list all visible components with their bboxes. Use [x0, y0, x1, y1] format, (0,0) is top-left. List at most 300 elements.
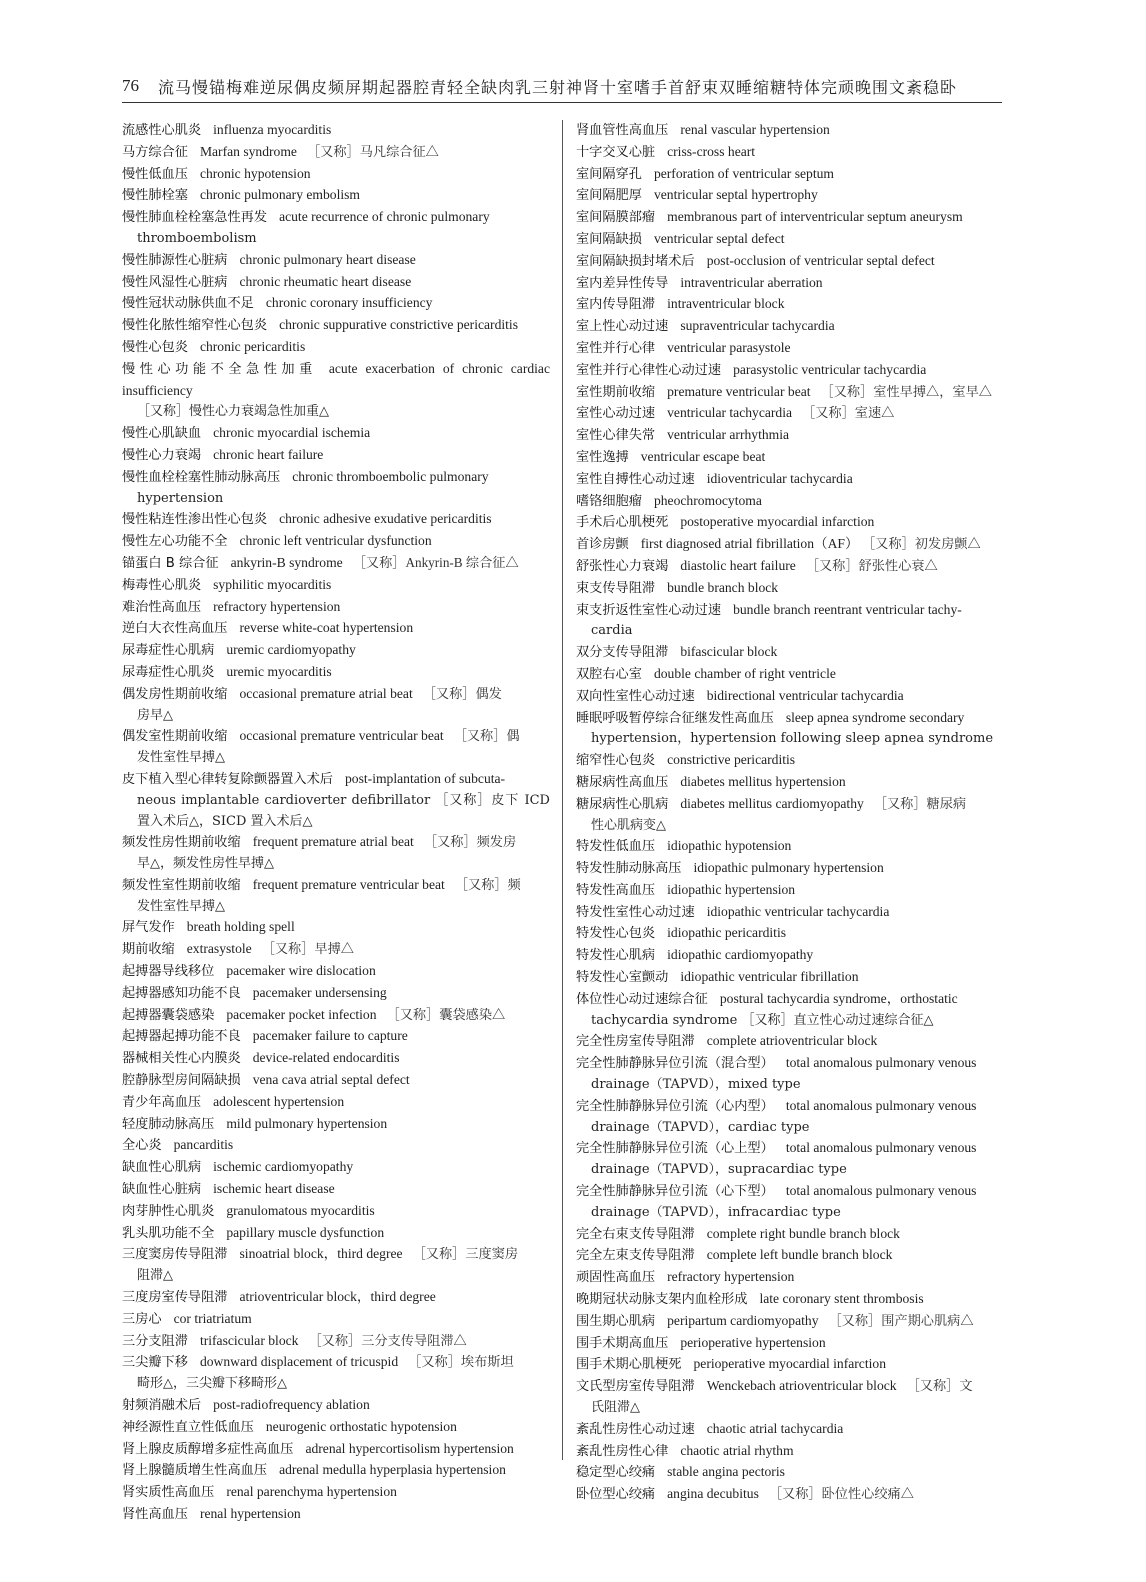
column-divider: [562, 120, 563, 1460]
glossary-entry: [576, 578, 1002, 600]
glossary-entry: [122, 1070, 550, 1092]
glossary-entry: [122, 207, 550, 250]
glossary-entry: [576, 880, 1002, 902]
english-term: peripartum cardiomyopathy: [667, 1312, 819, 1328]
english-term: complete left bundle branch block: [706, 1247, 893, 1263]
glossary-entry: [122, 1460, 550, 1482]
chinese-term: 室性期前收缩: [576, 384, 656, 400]
glossary-entry: [122, 359, 550, 423]
english-term: criss-cross heart: [667, 143, 756, 159]
glossary-entry: [122, 983, 550, 1005]
glossary-entry: [122, 1223, 550, 1245]
chinese-term: 肾上腺皮质醇增多症性高血压: [122, 1441, 294, 1457]
glossary-entry: [122, 1504, 550, 1526]
chinese-term: 手术后心肌梗死: [576, 515, 669, 531]
chinese-term: 缩窄性心包炎: [576, 753, 656, 769]
glossary-entry: [576, 1354, 1002, 1376]
glossary-entry: [576, 1441, 1002, 1463]
glossary-entry: [576, 382, 1002, 404]
glossary-entry: [576, 664, 1002, 686]
alias-term: ［又称］偶发: [422, 685, 502, 701]
english-term: ventricular arrhythmia: [667, 427, 790, 443]
alias-term: ［又称］早搏△: [261, 941, 354, 957]
english-term: ischemic cardiomyopathy: [213, 1159, 354, 1175]
alias-term: ［又称］三分支传导阻滞△: [308, 1332, 467, 1348]
english-term: cor triatriatum: [173, 1310, 252, 1326]
glossary-entry: [122, 315, 550, 337]
chinese-term: 全心炎: [122, 1138, 162, 1154]
chinese-term: 围手术期高血压: [576, 1335, 669, 1351]
entry-continuation: 房早△: [137, 707, 173, 723]
chinese-term: 乳头肌功能不全: [122, 1225, 215, 1241]
english-term: chronic pericarditis: [199, 338, 306, 354]
entry-continuation: ［又称］慢性心力衰竭急性加重△: [137, 404, 329, 420]
english-term: bidirectional ventricular tachycardia: [706, 687, 904, 703]
chinese-term: 晚期冠状动脉支架内血栓形成: [576, 1292, 748, 1308]
english-term: first diagnosed atrial fibrillation（AF）: [640, 536, 859, 552]
chinese-term: 完全性肺静脉异位引流（心内型）: [576, 1098, 774, 1114]
glossary-entry: [122, 1331, 550, 1353]
alias-term: ［又称］糖尿病: [873, 795, 967, 811]
glossary-entry: [576, 1138, 1002, 1181]
chinese-term: 紊乱性房性心动过速: [576, 1421, 695, 1437]
chinese-term: 特发性肺动脉高压: [576, 861, 682, 877]
glossary-entry: [576, 207, 1002, 229]
entry-continuation: 阻滞△: [137, 1268, 173, 1284]
english-term: membranous part of interventricular septum aneurysm: [667, 209, 963, 225]
english-term: idiopathic pulmonary hypertension: [693, 860, 884, 876]
glossary-entry: [576, 642, 1002, 664]
entry-continuation: tachycardia syndrome ［又称］直立性心动过速综合征△: [591, 1012, 934, 1028]
chinese-term: 慢性冠状动脉供血不足: [122, 296, 254, 312]
chinese-term: 完全左束支传导阻滞: [576, 1248, 695, 1264]
running-title: 流马慢锚梅难逆尿偶皮频屏期起器腔青轻全缺肉乳三射神肾十室嗜手首舒束双睡缩糖特体完顽晚围文紊稳卧: [158, 78, 958, 97]
chinese-term: 青少年高血压: [122, 1094, 202, 1110]
chinese-term: 轻度肺动脉高压: [122, 1116, 215, 1132]
glossary-entry: [122, 423, 550, 445]
chinese-term: 紊乱性房性心律: [576, 1443, 669, 1459]
alias-term: ［又称］舒张性心衰△: [805, 557, 938, 573]
english-term: total anomalous pulmonary venous: [785, 1140, 977, 1156]
glossary-entry: [576, 185, 1002, 207]
glossary-entry: [576, 164, 1002, 186]
entry-continuation: neous implantable cardioverter defibrillator ［又称］皮下 ICD 置入术后△，SICD 置入术后△: [137, 792, 550, 829]
english-term: chronic thromboembolic pulmonary: [292, 468, 489, 484]
english-term: frequent premature ventricular beat: [252, 876, 445, 892]
right-column: [576, 120, 1002, 1506]
english-term: sinoatrial block，third degree: [239, 1246, 403, 1262]
chinese-term: 体位性心动过速综合征: [576, 991, 708, 1007]
english-term: pheochromocytoma: [653, 492, 762, 508]
chinese-term: 室性逸搏: [576, 449, 629, 465]
chinese-term: 特发性心室颤动: [576, 970, 669, 986]
chinese-term: 慢性左心功能不全: [122, 534, 228, 550]
glossary-entry: [576, 836, 1002, 858]
glossary-entry: [122, 1482, 550, 1504]
english-term: stable angina pectoris: [667, 1464, 785, 1480]
chinese-term: 完全性肺静脉异位引流（心下型）: [576, 1184, 774, 1200]
chinese-term: 室性并行心律: [576, 340, 656, 356]
glossary-entry: [576, 512, 1002, 534]
glossary-entry: [576, 534, 1002, 556]
english-term: ankyrin-B syndrome: [230, 554, 343, 570]
chinese-term: 逆白大衣性高血压: [122, 621, 228, 637]
glossary-entry: [122, 164, 550, 186]
chinese-term: 皮下植入型心律转复除颤器置入术后: [122, 771, 333, 787]
entry-continuation: 氏阻滞△: [591, 1400, 640, 1416]
chinese-term: 慢性肺源性心脏病: [122, 252, 228, 268]
english-term: total anomalous pulmonary venous: [785, 1183, 977, 1199]
glossary-entry: [122, 1135, 550, 1157]
alias-term: ［又称］室速△: [802, 405, 895, 421]
alias-term: ［又称］马凡综合征△: [306, 143, 439, 159]
english-term: refractory hypertension: [213, 598, 341, 614]
glossary-entry: [122, 1179, 550, 1201]
chinese-term: 围生期心肌病: [576, 1313, 656, 1329]
page-header: [122, 72, 1002, 103]
glossary-entry: [122, 1244, 550, 1287]
glossary-entry: [576, 772, 1002, 794]
alias-term: ［又称］文: [906, 1378, 973, 1394]
glossary-entry: [122, 832, 550, 875]
entry-continuation: hypertension，hypertension following sleep apnea syndrome: [591, 731, 994, 747]
chinese-term: 慢性心包炎: [122, 339, 188, 355]
glossary-entry: [122, 1114, 550, 1136]
glossary-entry: [576, 989, 1002, 1032]
chinese-term: 室性心动过速: [576, 406, 656, 422]
glossary-entry: [122, 1092, 550, 1114]
glossary-entry: [576, 469, 1002, 491]
chinese-term: 室性并行心律性心动过速: [576, 362, 722, 378]
glossary-entry: [122, 1439, 550, 1461]
glossary-entry: [122, 293, 550, 315]
english-term: bundle branch block: [667, 579, 779, 595]
chinese-term: 三房心: [122, 1311, 162, 1327]
glossary-entry: [576, 945, 1002, 967]
english-term: ventricular septal defect: [653, 230, 785, 246]
glossary-entry: [576, 447, 1002, 469]
english-term: perioperative myocardial infarction: [693, 1356, 886, 1372]
chinese-term: 三度窦房传导阻滞: [122, 1247, 228, 1263]
chinese-term: 室上性心动过速: [576, 319, 669, 335]
chinese-term: 顽固性高血压: [576, 1270, 656, 1286]
chinese-term: 室性心律失常: [576, 428, 656, 444]
chinese-term: 肾血管性高血压: [576, 123, 669, 138]
chinese-term: 完全性肺静脉异位引流（混合型）: [576, 1056, 774, 1072]
english-term: adolescent hypertension: [213, 1093, 345, 1109]
chinese-term: 室间隔肥厚: [576, 188, 642, 204]
chinese-term: 束支传导阻滞: [576, 580, 656, 596]
chinese-term: 三度房室传导阻滞: [122, 1290, 228, 1306]
english-term: chronic left ventricular dysfunction: [239, 533, 432, 549]
english-term: postural tachycardia syndrome，orthostatic: [719, 990, 958, 1006]
english-term: chaotic atrial rhythm: [680, 1442, 794, 1458]
english-term: bifascicular block: [680, 644, 778, 660]
english-term: Marfan syndrome: [199, 143, 297, 159]
glossary-entry: [576, 1096, 1002, 1139]
glossary-entry: [122, 142, 550, 164]
glossary-entry: [576, 229, 1002, 251]
glossary-entry: [576, 1181, 1002, 1224]
english-term: idiopathic hypertension: [667, 881, 796, 897]
chinese-term: 射频消融术后: [122, 1398, 202, 1414]
english-term: chronic pulmonary embolism: [199, 187, 361, 203]
english-term: atrioventricular block，third degree: [239, 1289, 436, 1305]
english-term: granulomatous myocarditis: [226, 1202, 375, 1218]
alias-term: ［又称］囊袋感染△: [386, 1006, 506, 1022]
english-term: supraventricular tachycardia: [680, 318, 835, 334]
glossary-entry: [576, 902, 1002, 924]
glossary-entry: [576, 708, 1002, 751]
chinese-term: 慢性心力衰竭: [122, 447, 202, 463]
english-term: intraventricular aberration: [680, 274, 823, 290]
glossary-entry: [576, 556, 1002, 578]
chinese-term: 双腔右心室: [576, 666, 642, 682]
chinese-term: 起搏器感知功能不良: [122, 985, 241, 1001]
english-term: chronic coronary insufficiency: [265, 295, 433, 311]
glossary-entry: [576, 425, 1002, 447]
glossary-entry: [122, 662, 550, 684]
glossary-entry: [576, 858, 1002, 880]
english-term: angina decubitus: [667, 1486, 759, 1502]
english-term: postoperative myocardial infarction: [680, 514, 875, 530]
glossary-entry: [122, 1048, 550, 1070]
glossary-entry: [576, 1245, 1002, 1267]
glossary-entry: [122, 1005, 550, 1027]
english-term: breath holding spell: [186, 919, 295, 935]
chinese-term: 慢性风湿性心脏病: [122, 274, 228, 290]
chinese-term: 屏气发作: [122, 920, 175, 936]
glossary-entry: [122, 1309, 550, 1331]
chinese-term: 肾性高血压: [122, 1507, 188, 1522]
chinese-term: 室间隔穿孔: [576, 166, 642, 182]
glossary-entry: [122, 445, 550, 467]
glossary-entry: [122, 531, 550, 553]
english-term: chronic heart failure: [213, 446, 324, 462]
glossary-entry: [576, 1267, 1002, 1289]
glossary-entry: [576, 316, 1002, 338]
glossary-entry: [122, 726, 550, 769]
english-term: occasional premature atrial beat: [239, 685, 413, 701]
english-term: downward displacement of tricuspid: [199, 1354, 399, 1370]
english-term: post-implantation of subcuta-: [345, 770, 506, 786]
glossary-entry: [122, 1157, 550, 1179]
english-term: pacemaker failure to capture: [252, 1028, 408, 1044]
entry-continuation: thromboembolism: [137, 230, 257, 246]
english-term: acute recurrence of chronic pulmonary: [279, 209, 490, 225]
glossary-entry: [122, 185, 550, 207]
chinese-term: 特发性心肌病: [576, 948, 656, 964]
chinese-term: 双向性室性心动过速: [576, 688, 695, 704]
glossary-entry: [576, 923, 1002, 945]
alias-term: ［又称］Ankyrin-B 综合征△: [352, 554, 519, 570]
glossary-entry: [576, 1289, 1002, 1311]
english-term: total anomalous pulmonary venous: [785, 1097, 977, 1113]
chinese-term: 偶发室性期前收缩: [122, 729, 228, 745]
english-term: diastolic heart failure: [680, 557, 796, 573]
glossary-entry: [122, 272, 550, 294]
english-term: chronic myocardial ischemia: [213, 425, 371, 441]
entry-continuation: 性心肌病变△: [591, 817, 666, 833]
chinese-term: 特发性室性心动过速: [576, 904, 695, 920]
left-column: [122, 120, 550, 1526]
english-term: diabetes mellitus hypertension: [680, 773, 846, 789]
english-term: chronic pulmonary heart disease: [239, 251, 416, 267]
english-term: ischemic heart disease: [213, 1181, 335, 1197]
chinese-term: 慢性肺栓塞: [122, 188, 188, 204]
english-term: parasystolic ventricular tachycardia: [733, 361, 927, 377]
english-term: papillary muscle dysfunction: [226, 1224, 385, 1240]
english-term: post-radiofrequency ablation: [213, 1397, 370, 1413]
english-term: frequent premature atrial beat: [252, 834, 414, 850]
entry-continuation: hypertension: [137, 490, 224, 506]
chinese-term: 器械相关性心内膜炎: [122, 1051, 241, 1067]
glossary-entry: [576, 403, 1002, 425]
english-term: pacemaker pocket infection: [226, 1006, 377, 1022]
english-term: diabetes mellitus cardiomyopathy: [680, 795, 864, 811]
glossary-entry: [122, 120, 550, 142]
entry-continuation: drainage（TAPVD），mixed type: [591, 1077, 801, 1093]
chinese-term: 慢性肺血栓栓塞急性再发: [122, 210, 268, 226]
glossary-entry: [122, 337, 550, 359]
glossary-entry: [576, 794, 1002, 837]
chinese-term: 三尖瓣下移: [122, 1355, 188, 1371]
chinese-term: 束支折返性室性心动过速: [576, 602, 722, 618]
english-term: double chamber of right ventricle: [653, 665, 836, 681]
alias-term: ［又称］三度窦房: [412, 1246, 519, 1262]
entry-continuation: drainage（TAPVD），cardiac type: [591, 1119, 810, 1135]
english-term: pancarditis: [173, 1137, 234, 1153]
english-term: renal parenchyma hypertension: [226, 1484, 397, 1500]
english-term: ventricular tachycardia: [667, 405, 793, 421]
english-term: idiopathic cardiomyopathy: [667, 947, 814, 963]
glossary-entry: [576, 294, 1002, 316]
english-term: occasional premature ventricular beat: [239, 728, 444, 744]
english-term: neurogenic orthostatic hypotension: [265, 1418, 457, 1434]
glossary-entry: [122, 917, 550, 939]
entry-continuation: drainage（TAPVD），infracardiac type: [591, 1204, 841, 1220]
glossary-entry: [576, 273, 1002, 295]
glossary-entry: [122, 509, 550, 531]
chinese-term: 神经源性直立性低血压: [122, 1419, 254, 1435]
glossary-entry: [122, 1287, 550, 1309]
alias-term: ［又称］频发房: [423, 834, 517, 850]
chinese-term: 首诊房颤: [576, 537, 629, 553]
english-term: idiopathic ventricular tachycardia: [706, 903, 890, 919]
english-term: ventricular escape beat: [640, 448, 766, 464]
glossary-entry: [122, 961, 550, 983]
entry-continuation: 早△，频发性房性早搏△: [137, 856, 274, 872]
glossary-entry: [576, 750, 1002, 772]
chinese-term: 起搏器囊袋感染: [122, 1007, 215, 1023]
chinese-term: 特发性高血压: [576, 882, 656, 898]
glossary-entry: [122, 618, 550, 640]
english-term: chronic rheumatic heart disease: [239, 273, 412, 289]
page-number: 76: [122, 76, 139, 95]
english-term: renal vascular hypertension: [680, 122, 830, 137]
glossary-entry: [576, 1484, 1002, 1506]
english-term: idioventricular tachycardia: [706, 470, 853, 486]
chinese-term: 肾上腺髓质增生性高血压: [122, 1463, 268, 1479]
english-term: chronic suppurative constrictive pericarditis: [279, 317, 519, 333]
glossary-entry: [122, 1201, 550, 1223]
chinese-term: 难治性高血压: [122, 599, 202, 615]
chinese-term: 慢性粘连性渗出性心包炎: [122, 512, 268, 528]
english-term: complete right bundle branch block: [706, 1225, 900, 1241]
glossary-entry: [122, 553, 550, 575]
english-term: bundle branch reentrant ventricular tachy-: [733, 601, 962, 617]
chinese-term: 室性自搏性心动过速: [576, 471, 695, 487]
alias-term: ［又称］频: [454, 876, 521, 892]
chinese-term: 尿毒症性心肌病: [122, 643, 215, 659]
chinese-term: 特发性心包炎: [576, 926, 656, 942]
chinese-term: 马方综合征: [122, 144, 188, 160]
chinese-term: 十字交叉心脏: [576, 144, 656, 160]
english-term: idiopathic hypotension: [667, 838, 792, 854]
chinese-term: 慢性化脓性缩窄性心包炎: [122, 318, 268, 334]
chinese-term: 流感性心肌炎: [122, 123, 202, 138]
chinese-term: 文氏型房室传导阻滞: [576, 1379, 695, 1395]
english-term: extrasystole: [186, 941, 252, 957]
glossary-entry: [576, 251, 1002, 273]
english-term: late coronary stent thrombosis: [759, 1291, 924, 1307]
english-term: pacemaker wire dislocation: [226, 963, 376, 979]
english-term: Wenckebach atrioventricular block: [706, 1378, 897, 1394]
english-term: reverse white-coat hypertension: [239, 620, 414, 636]
chinese-term: 尿毒症性心肌炎: [122, 664, 215, 680]
glossary-entry: [576, 338, 1002, 360]
glossary-entry: [576, 142, 1002, 164]
english-term: adrenal medulla hyperplasia hypertension: [279, 1462, 506, 1478]
chinese-term: 三分支阻滞: [122, 1333, 188, 1349]
glossary-entry: [576, 600, 1002, 643]
chinese-term: 肉芽肿性心肌炎: [122, 1203, 215, 1219]
english-term: refractory hypertension: [667, 1269, 795, 1285]
glossary-entry: [576, 1419, 1002, 1441]
english-term: uremic myocarditis: [226, 663, 332, 679]
english-term: influenza myocarditis: [213, 122, 332, 137]
alias-term: ［又称］卧位性心绞痛△: [768, 1486, 914, 1502]
chinese-term: 慢性心功能不全急性加重: [122, 361, 317, 377]
entry-continuation: 发性室性早搏△: [137, 750, 225, 766]
chinese-term: 锚蛋白 B 综合征: [122, 555, 219, 571]
glossary-entry: [122, 1026, 550, 1048]
chinese-term: 频发性房性期前收缩: [122, 835, 241, 851]
chinese-term: 完全性房室传导阻滞: [576, 1034, 695, 1050]
chinese-term: 双分支传导阻滞: [576, 645, 669, 661]
chinese-term: 室内传导阻滞: [576, 297, 656, 313]
glossary-entry: [576, 1333, 1002, 1355]
chinese-term: 起搏器导线移位: [122, 964, 215, 980]
chinese-term: 室间隔膜部瘤: [576, 210, 656, 226]
alias-term: ［又称］埃布斯坦: [408, 1354, 514, 1370]
glossary-entry: [576, 1311, 1002, 1333]
entry-continuation: drainage（TAPVD），supracardiac type: [591, 1162, 847, 1178]
english-term: uremic cardiomyopathy: [226, 642, 356, 658]
chinese-term: 起搏器起搏功能不良: [122, 1029, 241, 1045]
english-term: ventricular parasystole: [667, 339, 791, 355]
chinese-term: 慢性心肌缺血: [122, 426, 202, 442]
glossary-entry: [576, 491, 1002, 513]
glossary-entry: [576, 1376, 1002, 1419]
glossary-entry: [122, 597, 550, 619]
english-term: chronic hypotension: [199, 165, 311, 181]
glossary-entry: [122, 467, 550, 510]
english-term: idiopathic pericarditis: [667, 925, 787, 941]
chinese-term: 室间隔缺损封堵术后: [576, 253, 695, 269]
chinese-term: 糖尿病性高血压: [576, 774, 669, 790]
glossary-entry: [122, 684, 550, 727]
